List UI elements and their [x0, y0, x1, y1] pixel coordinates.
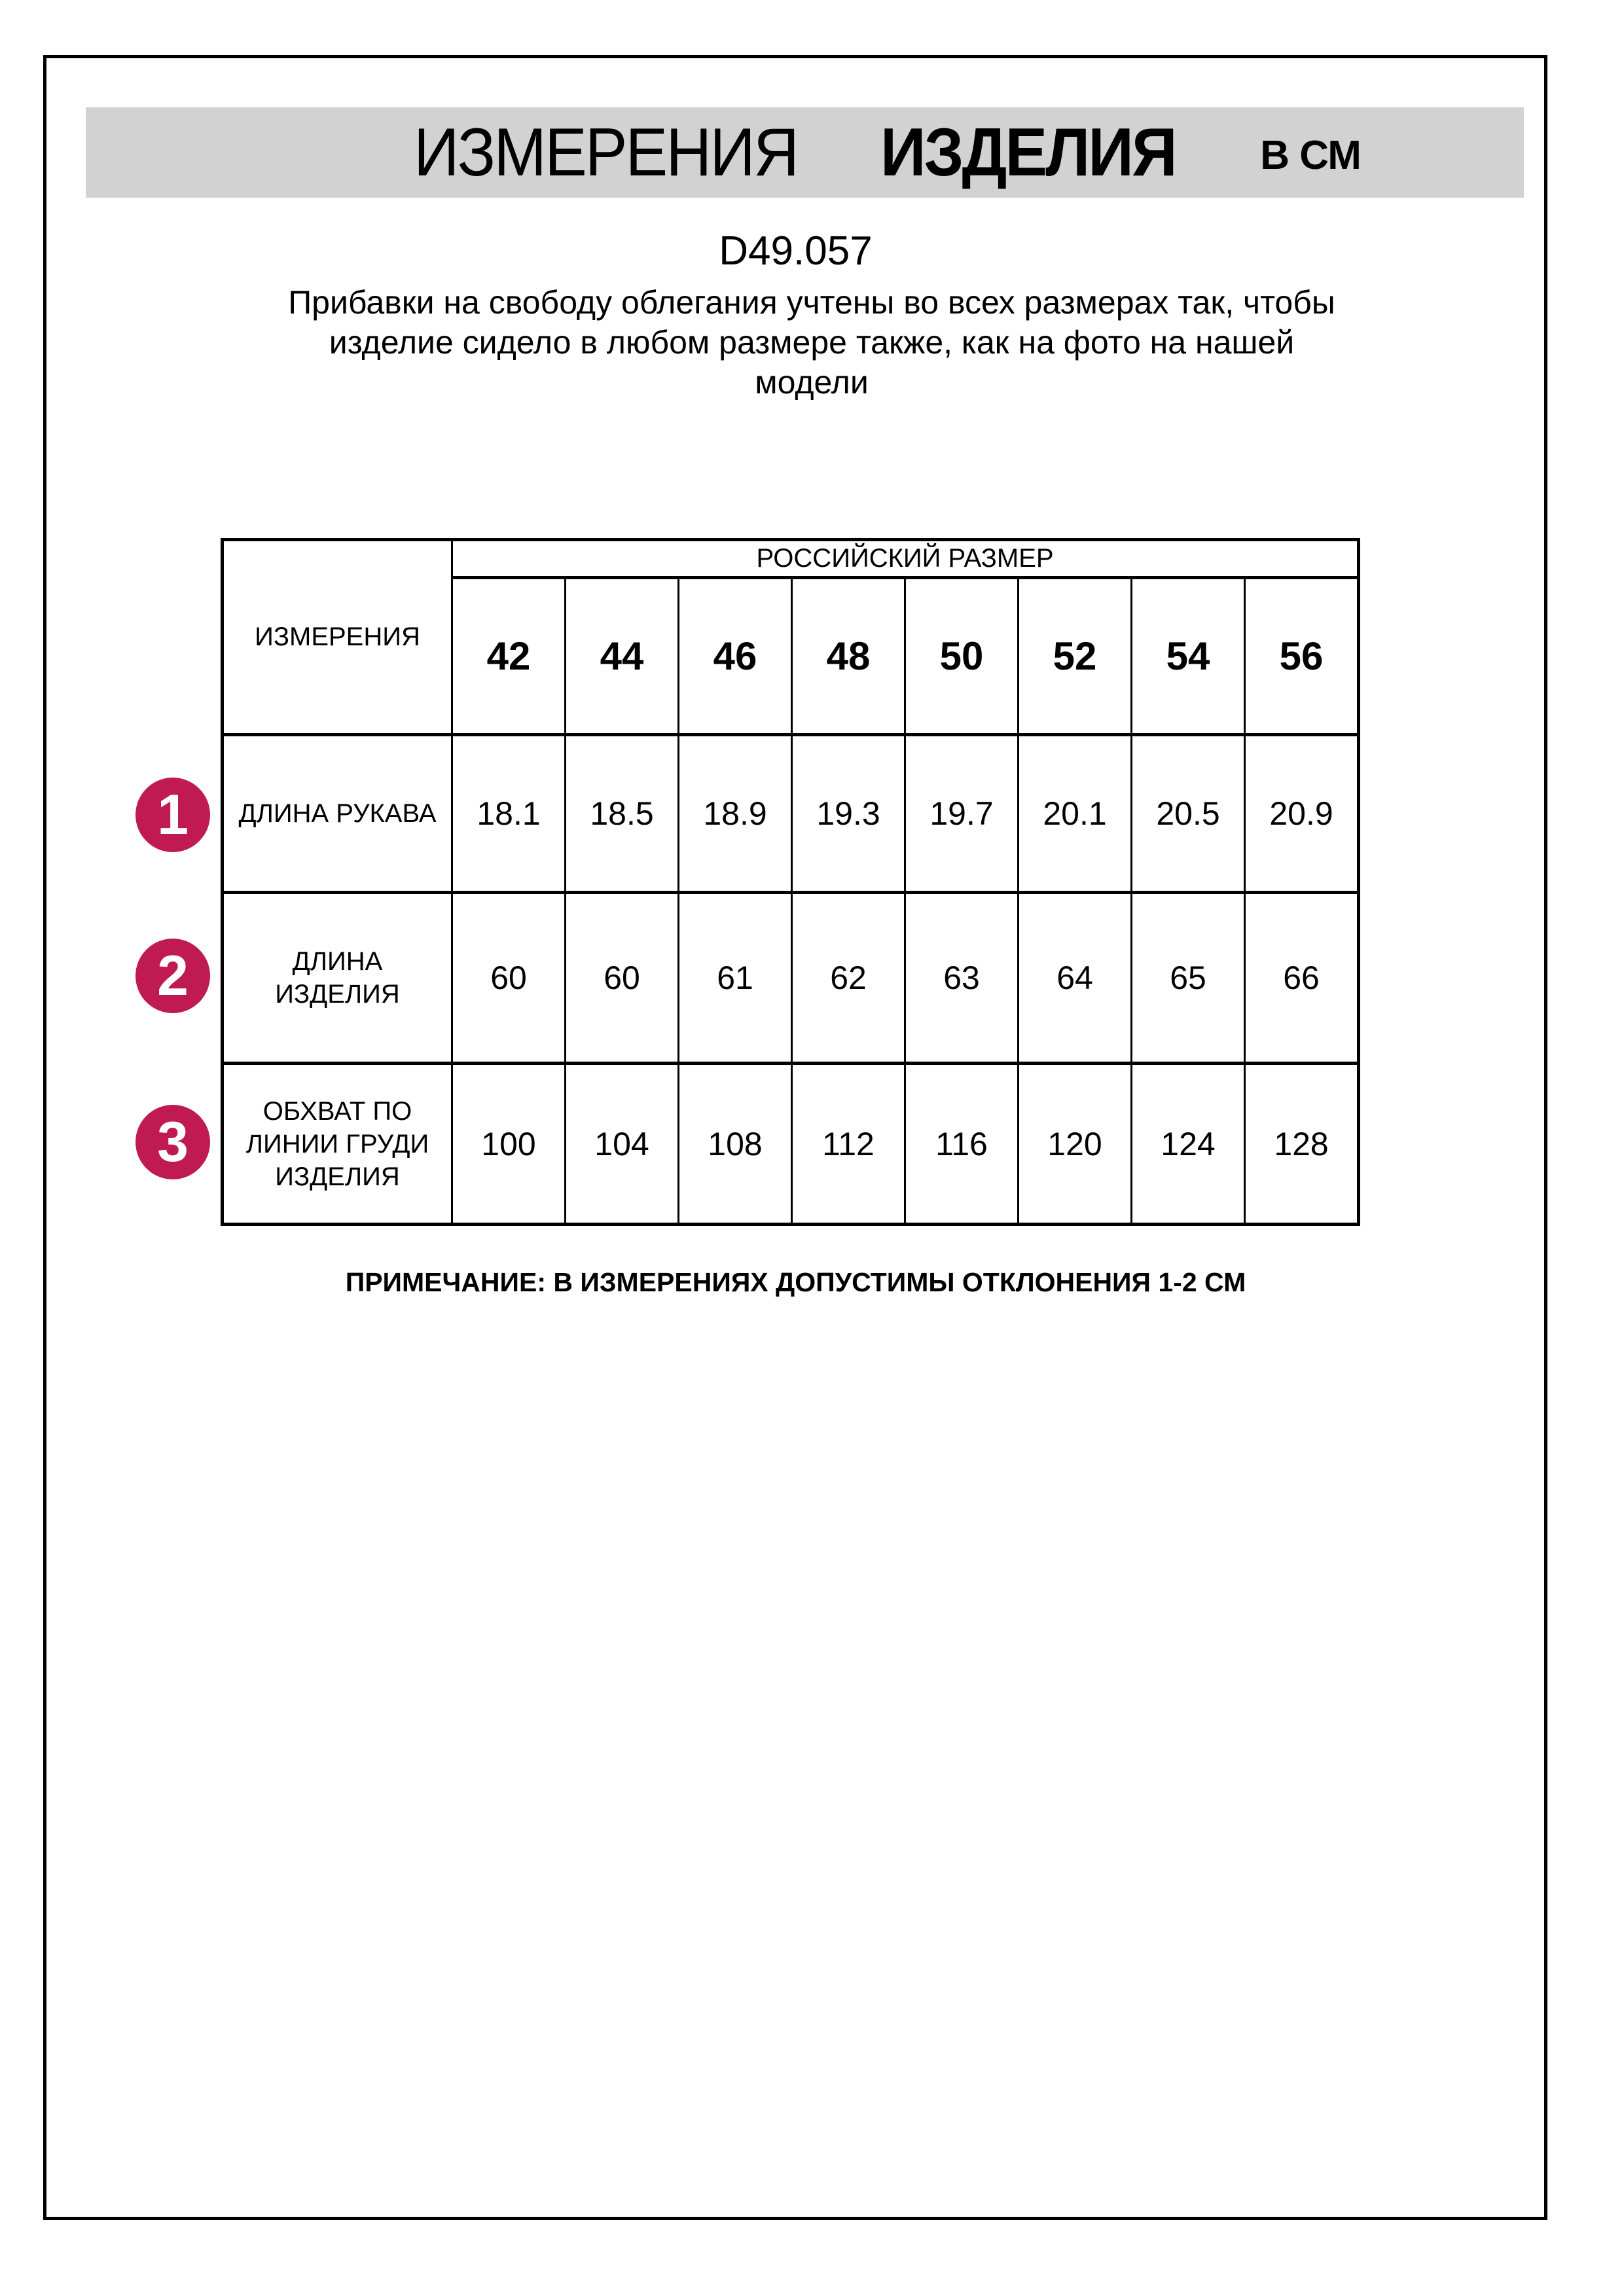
article-number: D49.057	[719, 228, 873, 274]
value-cell: 124	[1132, 1064, 1245, 1225]
size-cell-42: 42	[452, 578, 566, 735]
value-cell: 19.7	[905, 735, 1019, 893]
value-cell: 100	[452, 1064, 566, 1225]
value-cell: 18.9	[679, 735, 792, 893]
description-line-2: изделие сидело в любом размере также, как на фото на нашей	[329, 324, 1295, 361]
value-cell: 61	[679, 893, 792, 1064]
row-label-chest-girth: ОБХВАТ ПО ЛИНИИ ГРУДИ ИЗДЕЛИЯ	[223, 1064, 452, 1225]
size-cell-52: 52	[1019, 578, 1132, 735]
size-cell-56: 56	[1245, 578, 1359, 735]
row-marker-3: 3	[135, 1105, 210, 1179]
value-cell: 18.5	[566, 735, 679, 893]
size-cell-44: 44	[566, 578, 679, 735]
row-label-item-length: ДЛИНА ИЗДЕЛИЯ	[223, 893, 452, 1064]
note-text: ПРИМЕЧАНИЕ: В ИЗМЕРЕНИЯХ ДОПУСТИМЫ ОТКЛОНЕНИЯ 1-2 СМ	[345, 1267, 1246, 1297]
table-row-item-length	[223, 893, 1359, 1064]
value-cell: 120	[1019, 1064, 1132, 1225]
value-cell: 104	[566, 1064, 679, 1225]
value-cell: 60	[452, 893, 566, 1064]
value-cell: 63	[905, 893, 1019, 1064]
description-line-1: Прибавки на свободу облегания учтены во всех размерах так, чтобы	[288, 284, 1335, 321]
row-marker-1: 1	[135, 778, 210, 852]
size-cell-54: 54	[1132, 578, 1245, 735]
value-cell: 116	[905, 1064, 1019, 1225]
value-cell: 20.1	[1019, 735, 1132, 893]
value-cell: 62	[792, 893, 905, 1064]
value-cell: 60	[566, 893, 679, 1064]
title-measurements: ИЗМЕРЕНИЯ	[414, 115, 798, 190]
value-cell: 112	[792, 1064, 905, 1225]
value-cell: 108	[679, 1064, 792, 1225]
table-row-sleeve-length	[223, 735, 1359, 893]
table-row-size-header	[223, 540, 1359, 578]
row-marker-2: 2	[135, 939, 210, 1013]
table-row-chest-girth	[223, 1064, 1359, 1225]
size-cell-46: 46	[679, 578, 792, 735]
title-units: В СМ	[1260, 132, 1361, 178]
value-cell: 65	[1132, 893, 1245, 1064]
row-label-sleeve-length: ДЛИНА РУКАВА	[223, 735, 452, 893]
value-cell: 20.5	[1132, 735, 1245, 893]
description	[59, 283, 1564, 403]
title-product: ИЗДЕЛИЯ	[880, 115, 1176, 190]
corner-label: ИЗМЕРЕНИЯ	[223, 540, 452, 735]
value-cell: 66	[1245, 893, 1359, 1064]
value-cell: 64	[1019, 893, 1132, 1064]
description-line-3: модели	[755, 364, 869, 401]
value-cell: 19.3	[792, 735, 905, 893]
size-table	[221, 538, 1360, 1226]
title-bar	[86, 107, 1524, 198]
value-cell: 18.1	[452, 735, 566, 893]
size-cell-50: 50	[905, 578, 1019, 735]
value-cell: 128	[1245, 1064, 1359, 1225]
size-cell-48: 48	[792, 578, 905, 735]
title-inner	[399, 115, 1361, 190]
value-cell: 20.9	[1245, 735, 1359, 893]
size-header: РОССИЙСКИЙ РАЗМЕР	[452, 540, 1359, 578]
